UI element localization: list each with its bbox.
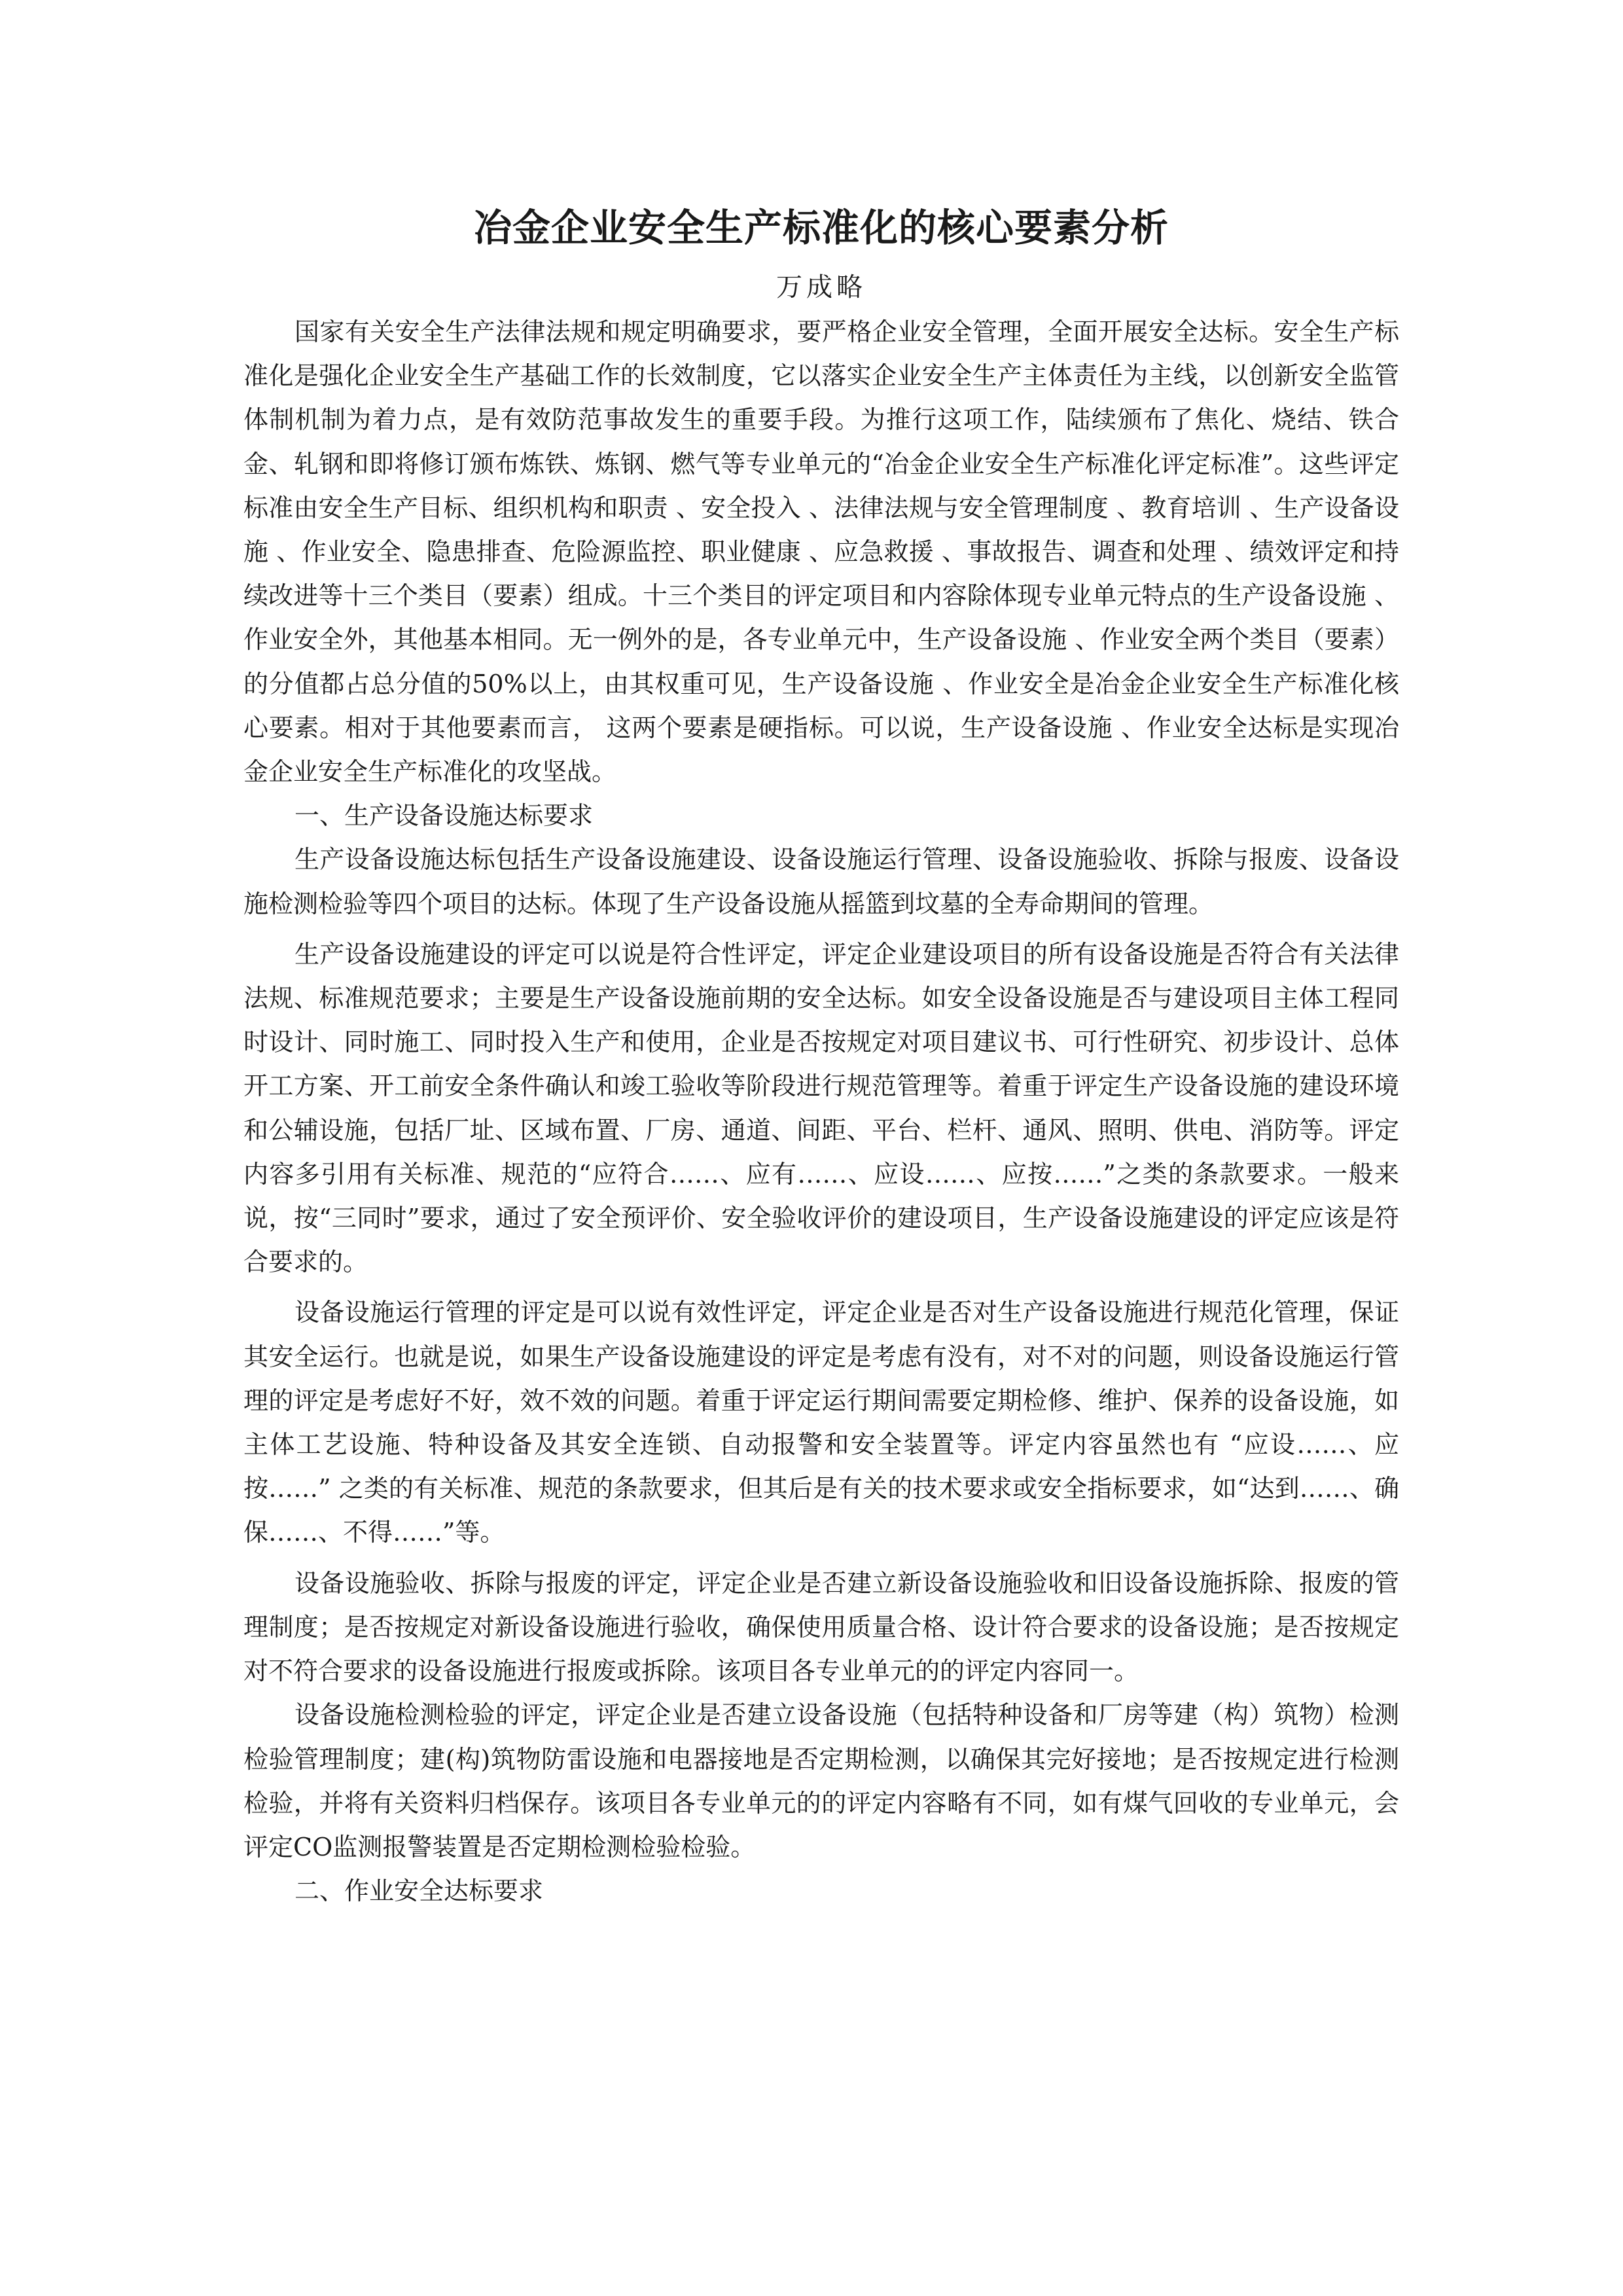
paragraph-equipment-inspection: 设备设施检测检验的评定，评定企业是否建立设备设施（包括特种设备和厂房等建（构）筑物）检测检验管理制度；建(构)筑物防雷设施和电器接地是否定期检测，以确保其完好接地；是否按规定进行检测检验，并将有关资料归档保存。该项目各专业单元的的评定内容略有不同，如有煤气回收的专业单元，会评定CO监测报警装置是否定期检测检验检验。 xyxy=(243,1700,1399,1861)
section-heading-1: 一、生产设备设施达标要求 xyxy=(294,801,594,831)
paragraph-equipment-overview: 生产设备设施达标包括生产设备设施建设、设备设施运行管理、设备设施验收、拆除与报废、设备设施检测检验等四个项目的达标。体现了生产设备设施从摇篮到坟墓的全寿命期间的管理。 xyxy=(243,845,1399,918)
paragraph-equipment-acceptance: 设备设施验收、拆除与报废的评定，评定企业是否建立新设备设施验收和旧设备设施拆除、报废的管理制度；是否按规定对新设备设施进行验收，确保使用质量合格、设计符合要求的设备设施；是否按规定对不符合要求的设备设施进行报废或拆除。该项目各专业单元的的评定内容同一。 xyxy=(243,1568,1399,1686)
paragraph-equipment-operation: 设备设施运行管理的评定是可以说有效性评定，评定企业是否对生产设备设施进行规范化管理，保证其安全运行。也就是说，如果生产设备设施建设的评定是考虑有没有，对不对的问题，则设备设施运行管理的评定是考虑好不好，效不效的问题。着重于评定运行期间需要定期检修、维护、保养的设备设施，如主体工艺设施、特种设备及其安全连锁、自动报警和安全装置等。评定内容虽然也有 “应设……、应按……” 之类的有关标准、规范的条款要求，但其后是有关的技术要求或安全指标要求，如“达到……、确保……、不得……”等。 xyxy=(243,1298,1399,1547)
document-title: 冶金企业安全生产标准化的核心要素分析 xyxy=(473,206,1169,250)
paragraph-equipment-construction: 生产设备设施建设的评定可以说是符合性评定，评定企业建设项目的所有设备设施是否符合有关法律法规、标准规范要求；主要是生产设备设施前期的安全达标。如安全设备设施是否与建设项目主体工程同时设计、同时施工、同时投入生产和使用，企业是否按规定对项目建议书、可行性研究、初步设计、总体开工方案、开工前安全条件确认和竣工验收等阶段进行规范管理等。着重于评定生产设备设施的建设环境和公辅设施，包括厂址、区域布置、厂房、通道、间距、平台、栏杆、通风、照明、供电、消防等。评定内容多引用有关标准、规范的“应符合……、应有……、应设……、应按……”之类的条款要求。一般来说，按“三同时”要求，通过了安全预评价、安全验收评价的建设项目，生产设备设施建设的评定应该是符合要求的。 xyxy=(243,939,1399,1277)
document-body xyxy=(243,310,1399,1913)
paragraph-intro: 国家有关安全生产法律法规和规定明确要求，要严格企业安全管理，全面开展安全达标。安全生产标准化是强化企业安全生产基础工作的长效制度，它以落实企业安全生产主体责任为主线，以创新安全监管体制机制为着力点，是有效防范事故发生的重要手段。为推行这项工作，陆续颁布了焦化、烧结、铁合金、轧钢和即将修订颁布炼铁、炼钢、燃气等专业单元的“冶金企业安全生产标准化评定标准”。这些评定标准由安全生产目标、组织机构和职责 、安全投入 、法律法规与安全管理制度 、教育培训 、生产设备设施 、作业安全、隐患排查、危险源监控、职业健康 、应急救援 、事故报告、调查和处理 、绩效评定和持续改进等十三个类目（要素）组成。十三个类目的评定项目和内容除体现专业单元特点的生产设备设施 、作业安全外，其他基本相同。无一例外的是，各专业单元中，生产设备设施 、作业安全两个类目（要素）的分值都占总分值的50%以上，由其权重可见，生产设备设施 、作业安全是冶金企业安全生产标准化核心要素。相对于其他要素而言， 这两个要素是硬指标。可以说，生产设备设施 、作业安全达标是实现冶金企业安全生产标准化的攻坚战。 xyxy=(243,317,1399,787)
document-author: 万成略 xyxy=(776,272,866,302)
document-page xyxy=(243,196,1399,1913)
section-heading-2: 二、作业安全达标要求 xyxy=(294,1876,544,1906)
